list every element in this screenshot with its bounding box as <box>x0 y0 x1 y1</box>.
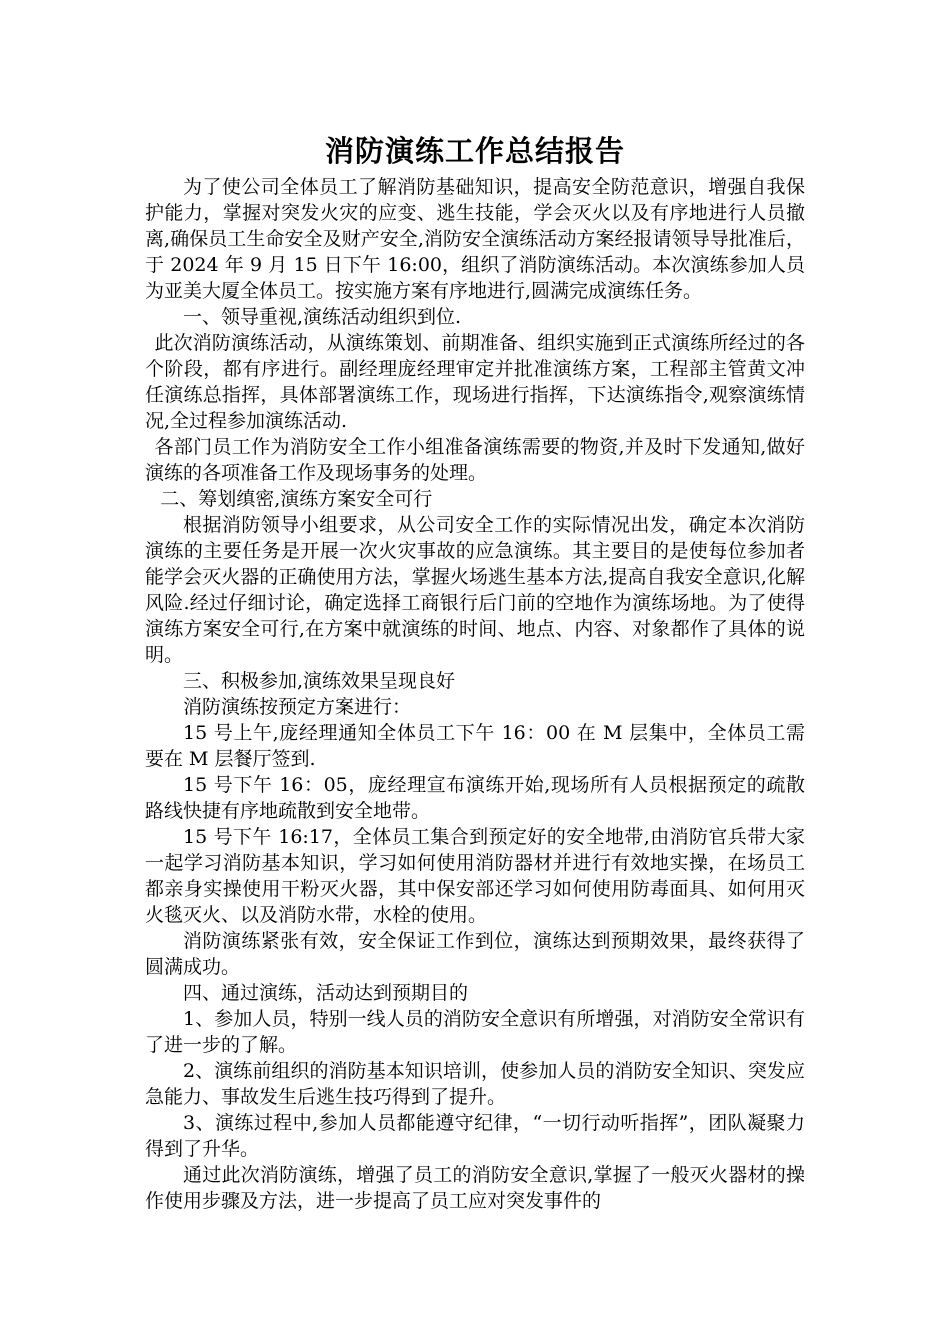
paragraph-outcome-2: 2、演练前组织的消防基本知识培训，使参加人员的消防安全知识、突发应急能力、事故发生后逃生技巧得到了提升。 <box>145 1060 805 1108</box>
paragraph-morning-notice: 15 号上午,庞经理通知全体员工下午 16：00 在 M 层集中，全体员工需要在 M 层餐厅签到. <box>145 722 805 770</box>
document-page <box>145 130 805 1214</box>
paragraph-planning: 根据消防领导小组要求，从公司安全工作的实际情况出发，确定本次消防演练的主要任务是开展一次火灾事故的应急演练。其主要目的是使每位参加者能学会灭火器的正确使用方法，掌握火场逃生基本方法,提高自我安全意识,化解风险.经过仔细讨论，确定选择工商银行后门前的空地作为演练场地。为了使得演练方案安全可行,在方案中就演练的时间、地点、内容、对象都作了具体的说明。 <box>145 514 805 666</box>
section-heading-4: 四、通过演练，活动达到预期目的 <box>183 982 469 1004</box>
paragraph-procedure-intro: 消防演练按预定方案进行： <box>183 696 412 718</box>
paragraph-outcome-3: 3、演练过程中,参加人员都能遵守纪律，“一切行动听指挥”，团队凝聚力得到了升华。 <box>145 1112 805 1160</box>
document-title: 消防演练工作总结报告 <box>324 134 625 168</box>
paragraph-departments: 各部门员工作为消防安全工作小组准备演练需要的物资,并及时下发通知,做好演练的各项准备工作及现场事务的处理。 <box>145 436 805 484</box>
section-heading-1: 一、领导重视,演练活动组织到位. <box>183 306 462 328</box>
paragraph-result: 消防演练紧张有效，安全保证工作到位，演练达到预期效果，最终获得了圆满成功。 <box>145 930 805 978</box>
paragraph-training: 15 号下午 16:17，全体员工集合到预定好的安全地带,由消防官兵带大家一起学习消防基本知识，学习如何使用消防器材并进行有效地实操，在场员工都亲身实操使用干粉灭火器，其中保安部还学习如何使用防毒面具、如何用灭火毯灭火、以及消防水带，水栓的使用。 <box>145 826 805 926</box>
section-heading-2: 二、筹划缜密,演练方案安全可行 <box>160 488 433 510</box>
paragraph-outcome-1: 1、参加人员，特别一线人员的消防安全意识有所增强，对消防安全常识有了进一步的了解。 <box>145 1008 805 1056</box>
paragraph-conclusion: 通过此次消防演练，增强了员工的消防安全意识,掌握了一般灭火器材的操作使用步骤及方法，进一步提高了员工应对突发事件的 <box>145 1164 805 1212</box>
paragraph-intro: 为了使公司全体员工了解消防基础知识，提高安全防范意识，增强自我保护能力，掌握对突发火灾的应变、逃生技能，学会灭火以及有序地进行人员撤离,确保员工生命安全及财产安全,消防安全演练活动方案经报请领导导批准后，于 2024 年 9 月 15 日下午 16:00，组织了消防演练活动。本次演练参加人员为亚美大厦全体员工。按实施方案有序地进行,圆满完成演练任务。 <box>145 176 805 302</box>
section-heading-3: 三、积极参加,演练效果呈现良好 <box>183 670 456 692</box>
paragraph-organization: 此次消防演练活动，从演练策划、前期准备、组织实施到正式演练所经过的各个阶段，都有序进行。副经理庞经理审定并批准演练方案，工程部主管黄文冲任演练总指挥，具体部署演练工作，现场进行指挥，下达演练指令,观察演练情况,全过程参加演练活动. <box>145 332 805 432</box>
paragraph-drill-start: 15 号下午 16：05，庞经理宣布演练开始,现场所有人员根据预定的疏散路线快捷有序地疏散到安全地带。 <box>145 774 805 822</box>
